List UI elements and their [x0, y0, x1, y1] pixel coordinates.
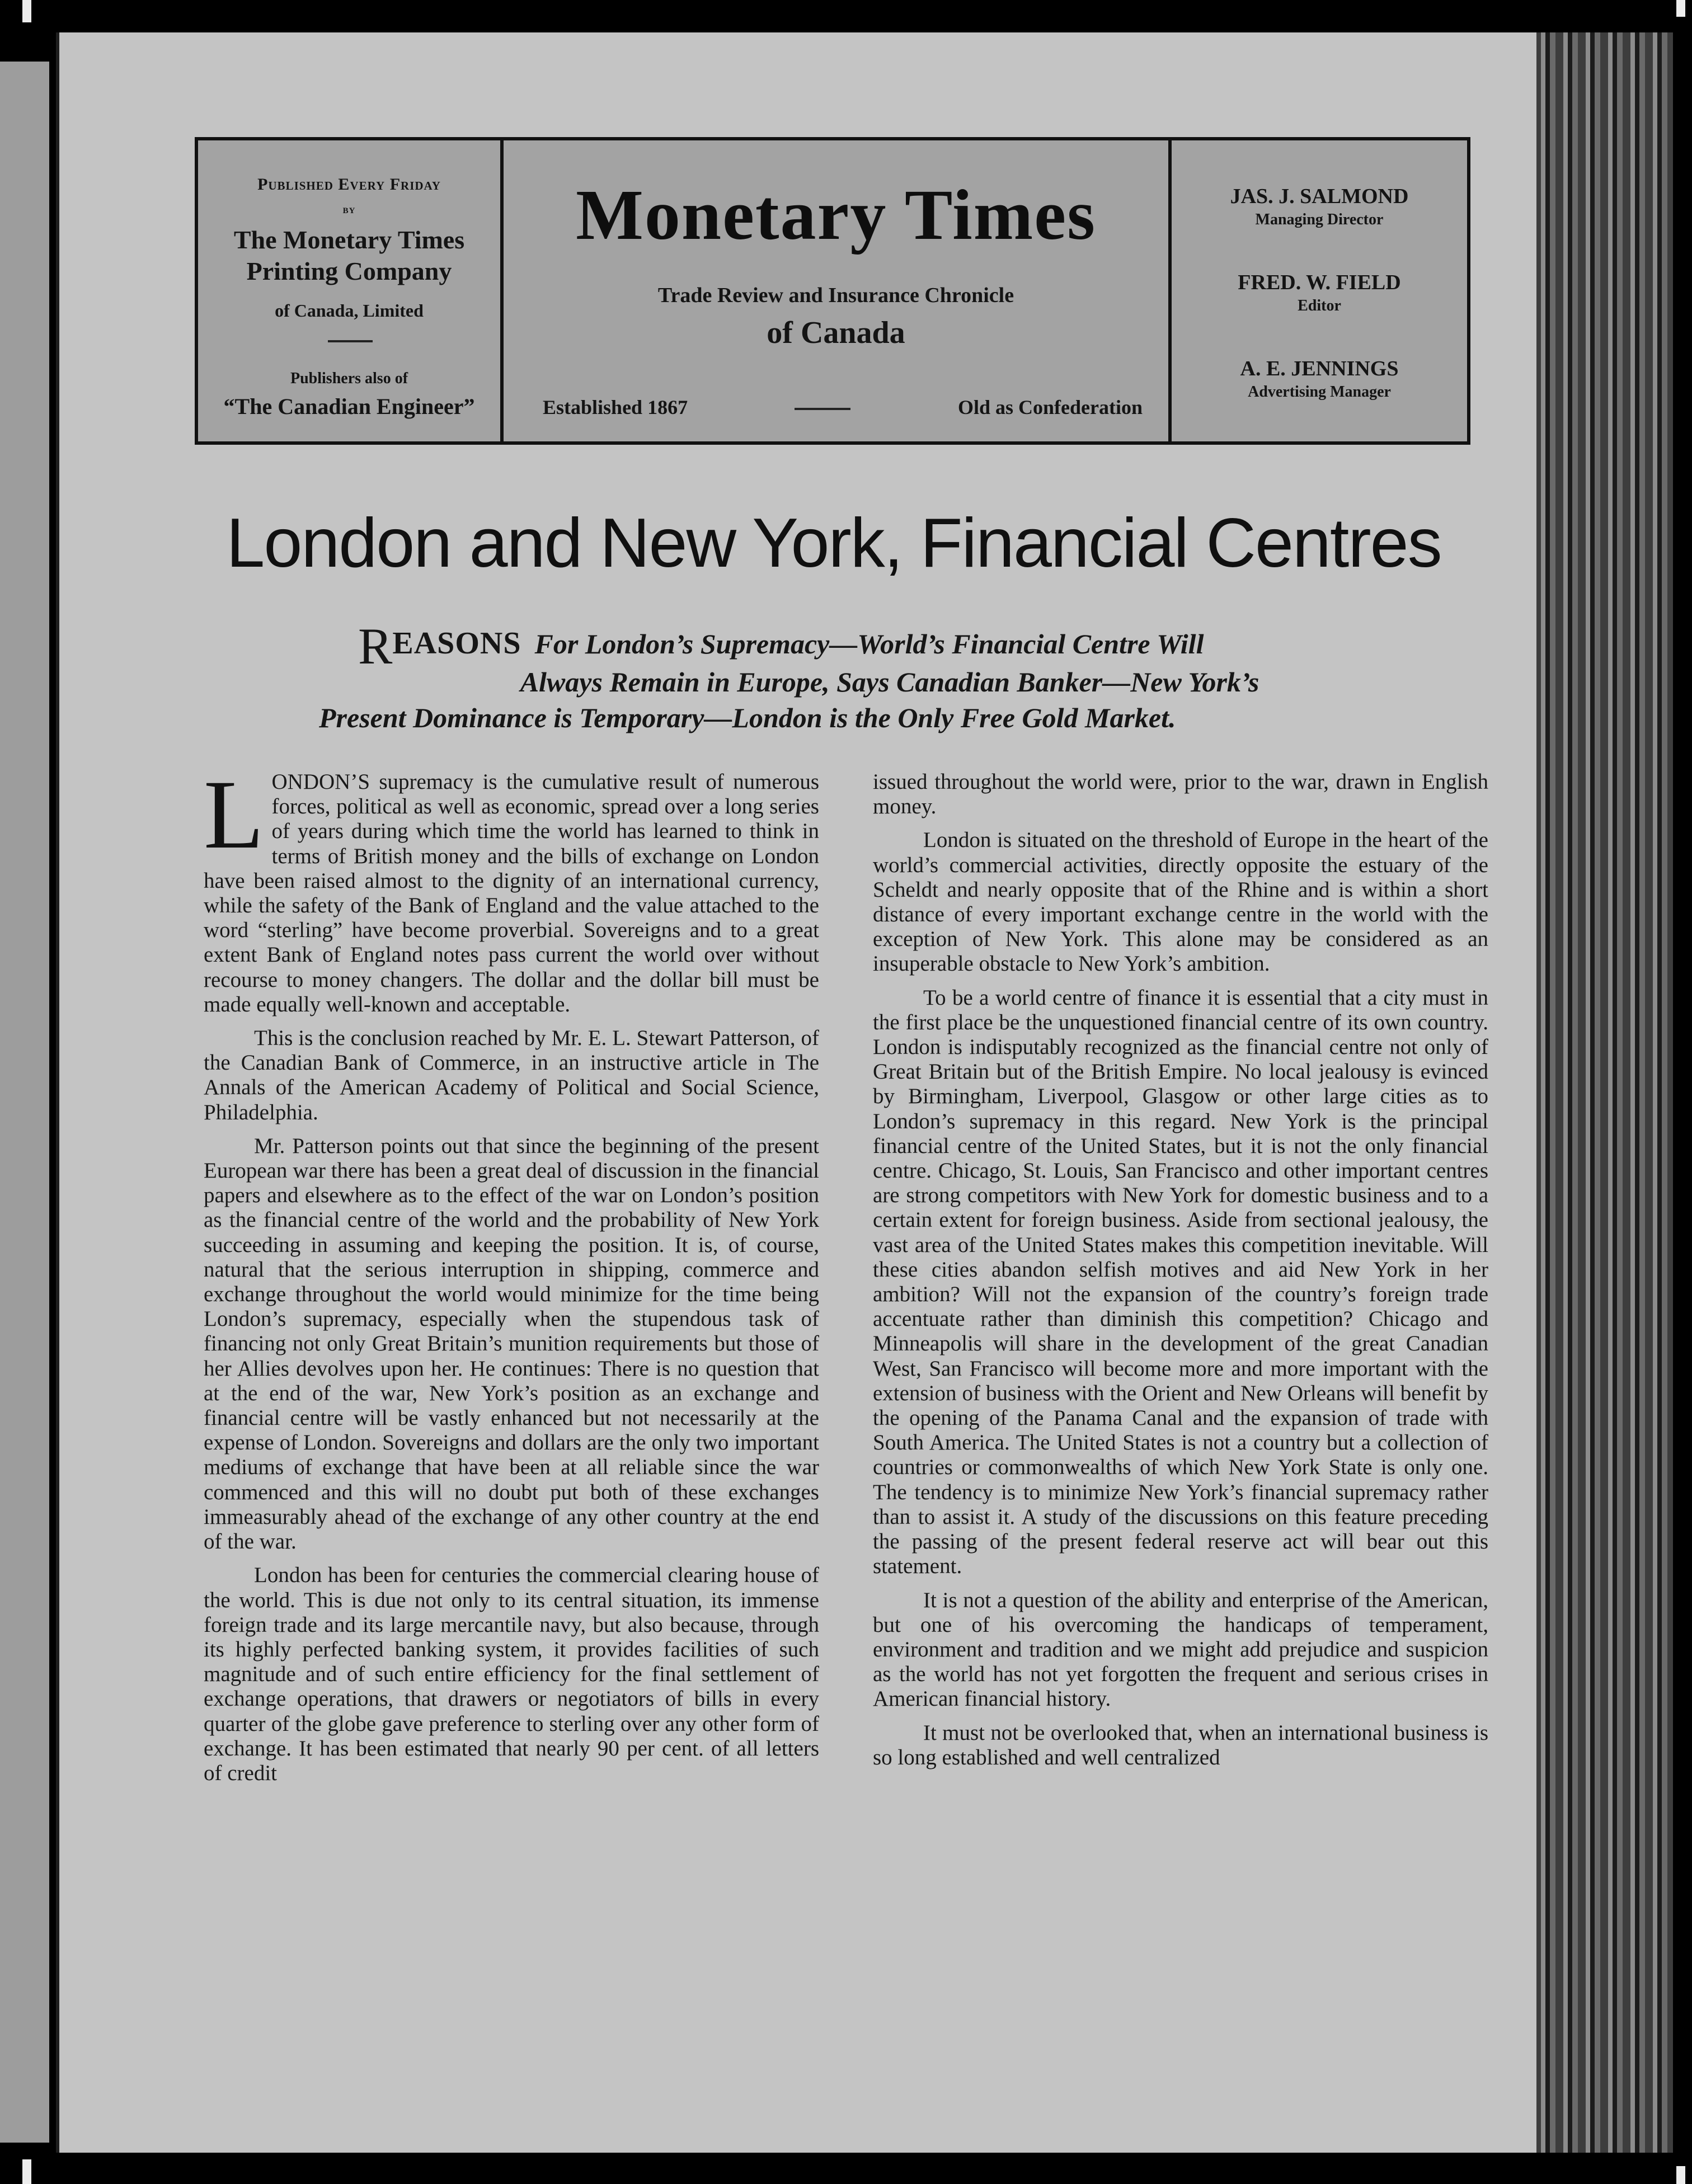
- article-paragraph: London is situated on the threshold of Europe in the heart of the world’s commercial activities, directly opposite the estuary of the Scheldt and nearly opposite that of the Rhine and is within a short distance of every important exchange centre in the world with the exception of New York. This alone may be considered as an insuperable obstacle to New York’s ambition.: [873, 828, 1488, 976]
- staff-role-editor: Editor: [1298, 297, 1341, 314]
- film-edge-left-bottom: [22, 2159, 31, 2184]
- masthead-title: Monetary Times: [576, 175, 1096, 255]
- masthead: [195, 137, 1470, 445]
- staff-role-managing-director: Managing Director: [1255, 211, 1384, 228]
- staff-role-advertising-manager: Advertising Manager: [1248, 383, 1391, 401]
- article-column-left: [204, 760, 819, 1795]
- film-edge-left-top: [22, 0, 31, 22]
- article-deck: [319, 618, 1376, 736]
- deck-line-3: Present Dominance is Temporary—London is the Only Free Gold Market.: [319, 702, 1176, 733]
- publisher-company: [198, 224, 500, 287]
- article-paragraph: Mr. Patterson points out that since the beginning of the present European war there has been a great deal of discussion in the financial papers and elsewhere as to the effect of the war on London’s position as the financial centre of the world and the probability of New York succeeding in assuming and keeping the position. It is, of course, natural that the serious interruption in shipping, commerce and exchange throughout the world would minimize for the time being London’s supremacy, especially when the stupendous task of financing not only Great Britain’s munition requirements but those of her Allies devolves upon her. He continues: There is no question that at the end of the war, New York’s position as an exchange and financial centre will be vastly enhanced but not necessarily at the expense of London. Sovereigns and dollars are the only two important mediums of exchange that have been at all reliable since the war commenced and this will no doubt put both of these exchanges immeasurably ahead of the exchange of any other country at the end of the war.: [204, 1133, 819, 1554]
- masthead-of-canada: of Canada: [767, 316, 905, 350]
- established-year: Established 1867: [543, 396, 688, 418]
- masthead-center-rule: [795, 408, 850, 410]
- staff-name-advertising-manager: A. E. JENNINGS: [1240, 357, 1399, 380]
- masthead-subtitle: Trade Review and Insurance Chronicle: [657, 284, 1014, 307]
- staff-name-managing-director: JAS. J. SALMOND: [1230, 185, 1409, 208]
- publisher-company-line-1: The Monetary Times: [233, 225, 465, 254]
- article-headline: London and New York, Financial Centres: [226, 505, 1441, 582]
- masthead-staff-panel: [1172, 140, 1467, 441]
- film-edge-right-bottom: [1676, 2166, 1685, 2184]
- publishers-also-of: Publishers also of: [290, 370, 408, 387]
- article-paragraph: [204, 760, 819, 1017]
- article-paragraph: To be a world centre of finance it is essential that a city must in the first place be the unquestioned financial centre of its own country. London is indisputably recognized as the financial centre not only of Great Britain but of the British Empire. No local jealousy is evinced by Birmingham, Liverpool, Glasgow or other large cities as to London’s supremacy in this regard. New York is the principal financial centre of the United States, but it is not the only financial centre. Chicago, St. Louis, San Francisco and other important centres are strong competitors with New York for domestic business and to a certain extent for foreign business. Aside from sectional jealousy, the vast area of the United States makes this competition inevitable. Will these cities abandon selfish motives and aid New York in her ambition? Will not the expansion of the country’s foreign trade accentuate rather than diminish this competition? Chicago and Minneapolis will share in the development of the great Canadian West, San Francisco will become more and more important with the extension of business with the Orient and New Orleans will benefit by the opening of the Panama Canal and the expansion of trade with South America. The United States is not a country but a collection of countries or commonwealths of which New York State is only one. The tendency is to minimize New York’s financial supremacy rather than to assist it. A study of the discussions on this feature preceding the passing of the present federal reserve act will bear out this statement.: [873, 985, 1488, 1579]
- article-paragraph-continuation: issued throughout the world were, prior to the war, drawn in English money.: [873, 770, 1488, 819]
- deck-kicker: EASONS: [392, 626, 521, 661]
- publisher-company-line-3: of Canada, Limited: [275, 300, 424, 321]
- deck-dropcap: R: [358, 618, 393, 675]
- staff-name-editor: FRED. W. FIELD: [1238, 271, 1401, 294]
- article-first-word: ONDON’S: [271, 770, 370, 794]
- article-dropcap: L: [204, 760, 264, 869]
- masthead-title-panel: [504, 140, 1172, 441]
- page-stack-edges: [1533, 32, 1673, 2153]
- article-paragraph: It must not be overlooked that, when an international business is so long established and well centralized: [873, 1720, 1488, 1769]
- article-paragraph: It is not a question of the ability and enterprise of the American, but one of his overcoming the handicaps of temperament, environment and tradition and we might add prejudice and suspicion as the world has not yet forgotten the frequent and serious crises in American financial history.: [873, 1588, 1488, 1711]
- masthead-rule: [328, 340, 373, 342]
- article-paragraph-text: supremacy is the cumulative result of numerous forces, political as well as economic, spread over a long series of years during which time the world has learned to think in terms of British money and the bills of exchange on London have been raised almost to the dignity of an international currency, while the safety of the Bank of England and the value attached to the word “sterling” have become proverbial. Sovereigns and to a great extent Bank of England notes pass current the world over without recourse to money changers. The dollar and the dollar bill must be made equally well-known and acceptable.: [204, 770, 819, 1016]
- masthead-publisher-panel: [198, 140, 504, 441]
- deck-line-1: [336, 618, 1376, 675]
- canadian-engineer-title: “The Canadian Engineer”: [223, 394, 475, 419]
- deck-line-2: Always Remain in Europe, Says Canadian Banker—New York’s: [520, 666, 1259, 698]
- published-every-friday: Published Every Friday: [257, 175, 441, 194]
- previous-page-edge: [0, 62, 49, 2143]
- article-column-right: [873, 770, 1488, 1779]
- old-as-confederation: Old as Confederation: [957, 396, 1143, 418]
- published-by: by: [342, 202, 356, 216]
- film-edge-right-top: [1676, 0, 1685, 17]
- deck-line-1-text: For London’s Supremacy—World’s Financial Centre Will: [534, 628, 1204, 660]
- article-paragraph: London has been for centuries the commercial clearing house of the world. This is due not only to its central situation, its immense foreign trade and its large mercantile navy, but also because, through its highly perfected banking system, it provides facilities of such magnitude and of such entire efficiency for the final settlement of exchange operations, that drawers or negotiators of bills in every quarter of the globe gave preference to sterling over any other form of exchange. It has been estimated that nearly 90 per cent. of all letters of credit: [204, 1563, 819, 1785]
- article-paragraph: This is the conclusion reached by Mr. E. L. Stewart Patterson, of the Canadian Bank of Commerce, in an instructive article in The Annals of the American Academy of Political and Social Science, Philadelphia.: [204, 1026, 819, 1124]
- publisher-company-line-2: Printing Company: [246, 257, 452, 285]
